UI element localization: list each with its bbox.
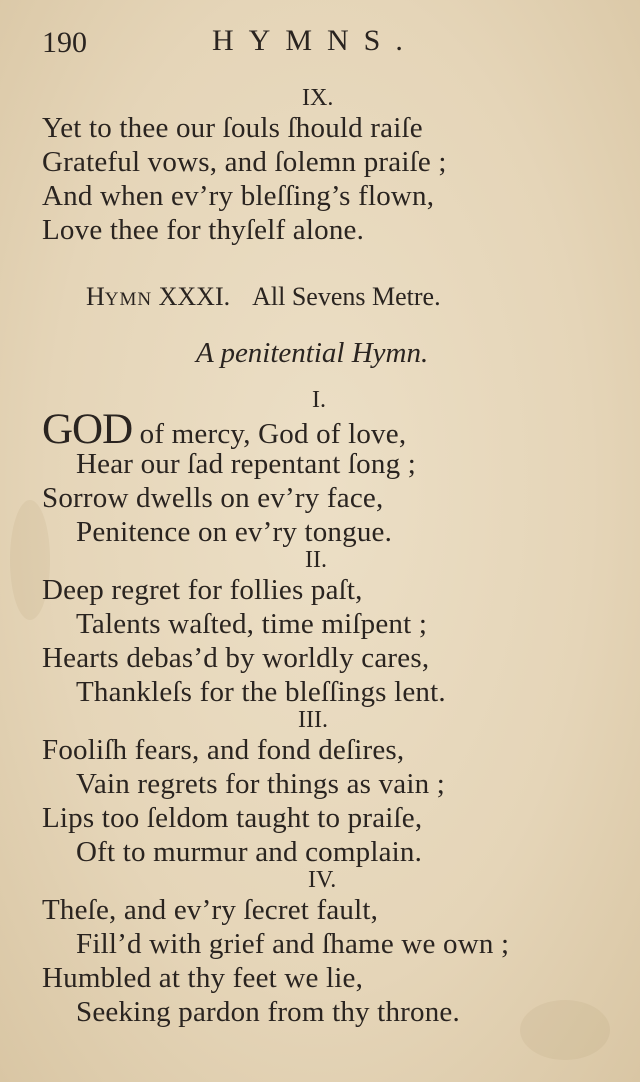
hymn-title-rest: YMN <box>104 289 153 310</box>
stanza-numeral: III. <box>298 707 328 733</box>
hymn-title-initial: H <box>86 282 105 311</box>
verse-line: Grateful vows, and ſolemn praiſe ; <box>42 146 447 178</box>
verse-line: Hearts debas’d by worldly cares, <box>42 642 430 674</box>
verse-line: Hear our ſad repentant ſong ; <box>76 448 416 480</box>
verse-line: Yet to thee our ſouls ſhould raiſe <box>42 112 423 144</box>
verse-line-rest: of mercy, God of love, <box>132 418 407 450</box>
stanza-numeral: IV. <box>308 867 337 893</box>
hymn-number: XXXI. <box>158 282 231 311</box>
verse-line: Deep regret for follies paſt, <box>42 574 363 606</box>
verse-line: Penitence on ev’ry tongue. <box>76 516 393 548</box>
verse-line: Seeking pardon from thy throne. <box>76 996 460 1028</box>
verse-line: Love thee for thyſelf alone. <box>42 214 365 246</box>
verse-line: Lips too ſeldom taught to praiſe, <box>42 802 423 834</box>
verse-line-first <box>42 406 407 453</box>
verse-line: Vain regrets for things as vain ; <box>76 768 446 800</box>
stanza-numeral: I. <box>312 387 326 413</box>
verse-line: Sorrow dwells on ev’ry face, <box>42 482 384 514</box>
stanza-numeral: II. <box>305 547 327 573</box>
hymn-title <box>86 282 441 315</box>
verse-line: Fill’d with grief and ſhame we own ; <box>76 928 510 960</box>
stanza-numeral: IX. <box>302 85 334 111</box>
verse-line: Oft to murmur and complain. <box>76 836 423 868</box>
verse-line: Thankleſs for the bleſſings lent. <box>76 676 446 708</box>
verse-line: Talents waſted, time miſpent ; <box>76 608 428 640</box>
running-head: HYMNS. <box>212 24 418 57</box>
drop-cap: GOD <box>42 406 133 453</box>
paper-stain <box>520 1000 610 1060</box>
hymn-subtitle: A penitential Hymn. <box>196 337 429 369</box>
verse-line: Humbled at thy feet we lie, <box>42 962 364 994</box>
verse-line: And when ev’ry bleſſing’s flown, <box>42 180 435 212</box>
hymn-metre: All Sevens Metre. <box>252 282 441 311</box>
verse-line: Fooliſh fears, and fond deſires, <box>42 734 405 766</box>
verse-line: Theſe, and ev’ry ſecret fault, <box>42 894 379 926</box>
page-number: 190 <box>42 26 87 59</box>
